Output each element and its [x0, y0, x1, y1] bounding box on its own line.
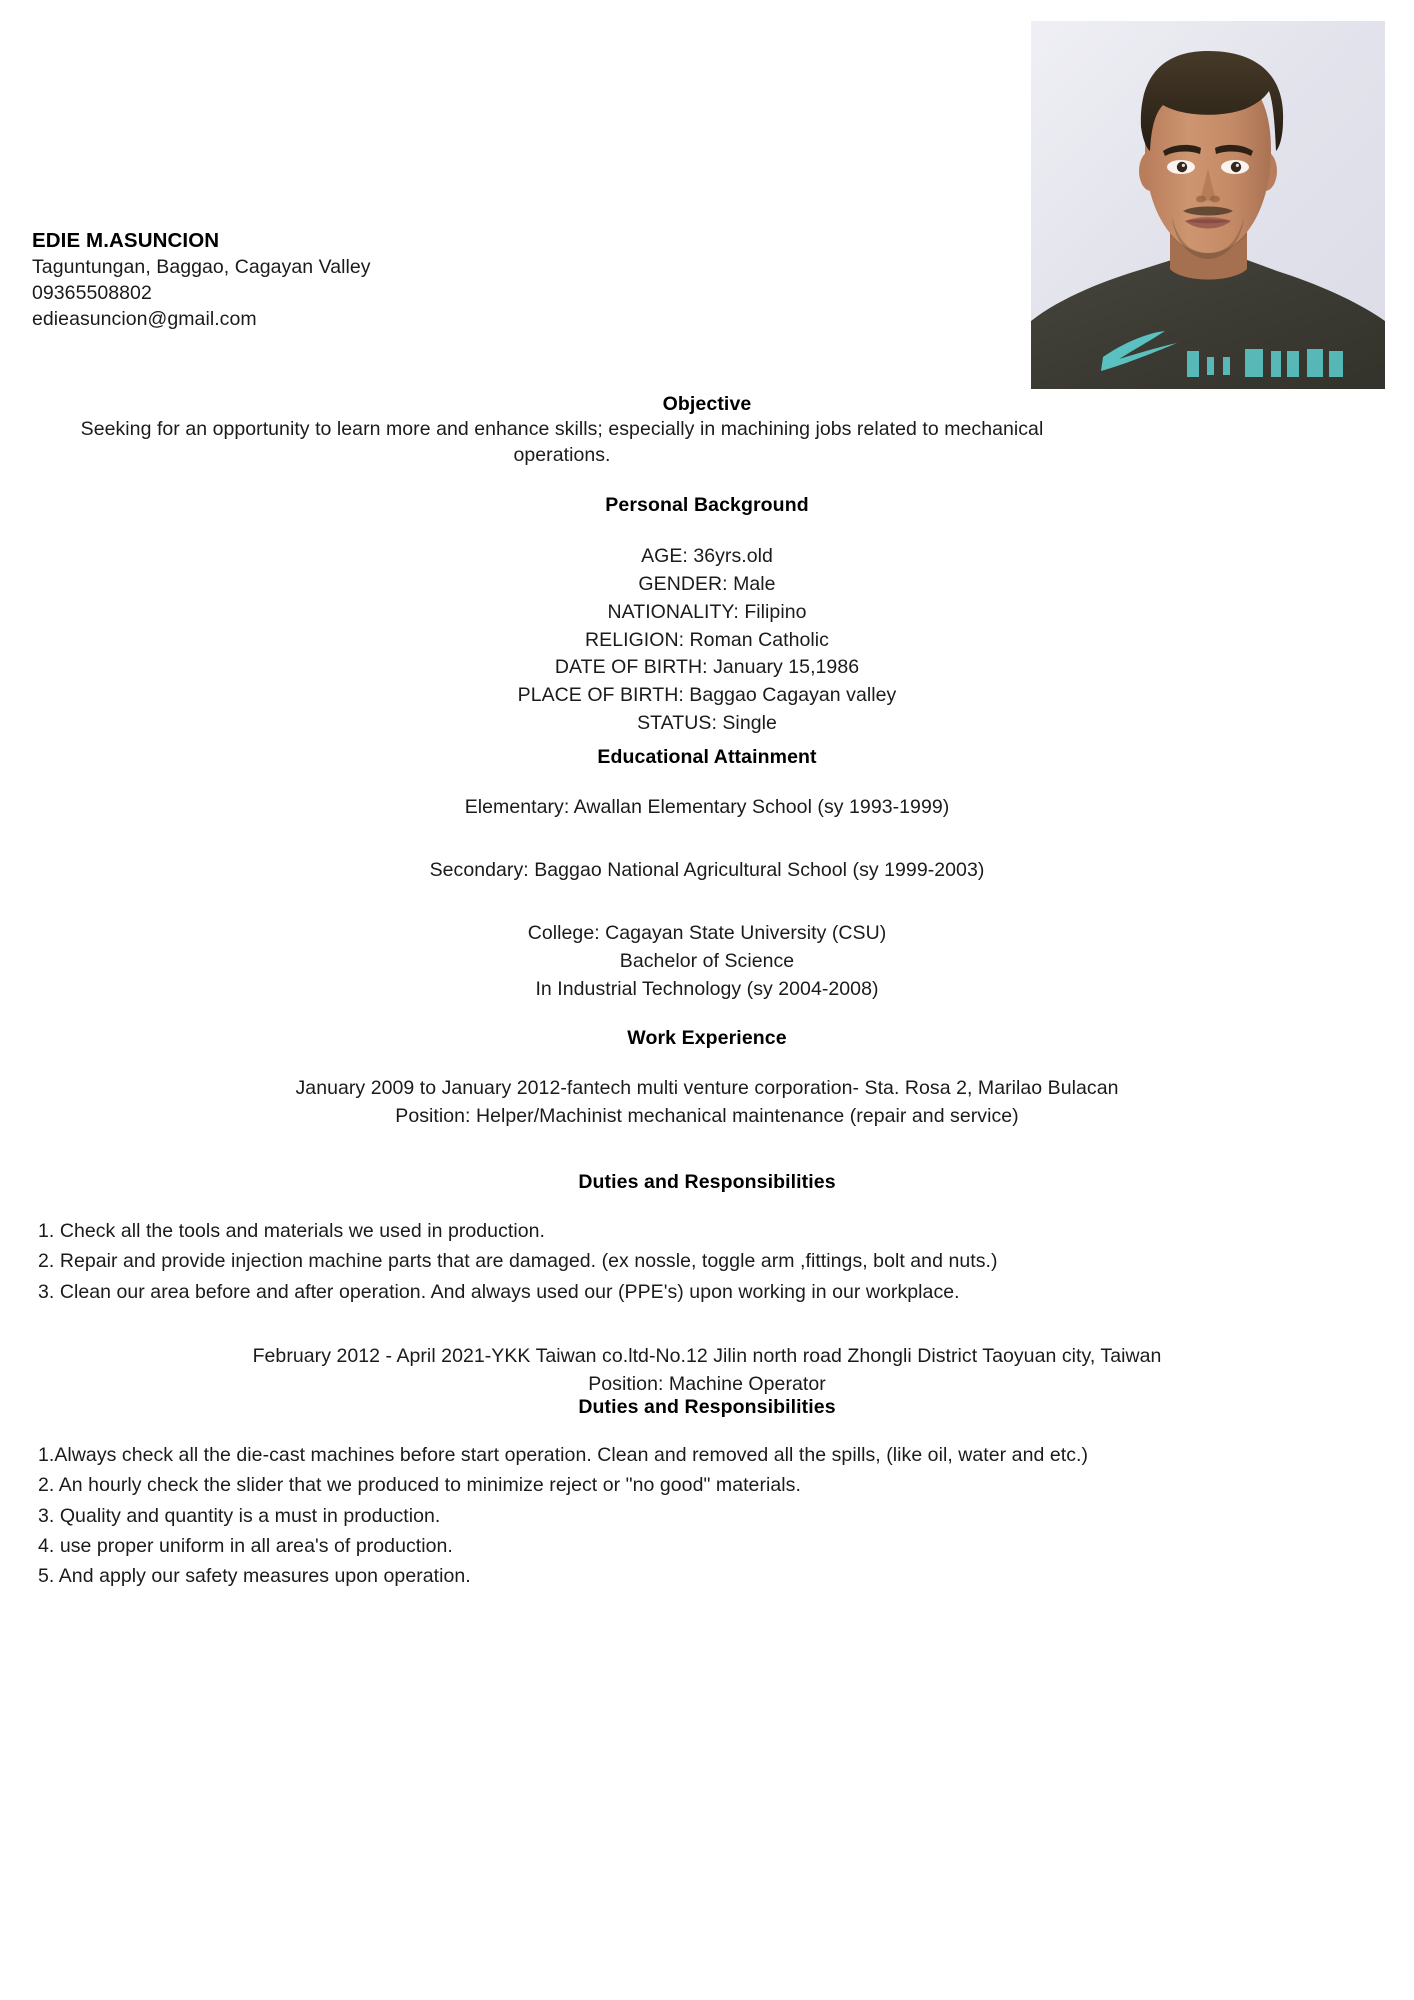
personal-item-status: STATUS: Single — [637, 712, 777, 735]
contact-header — [32, 228, 652, 333]
applicant-address: Taguntungan, Baggao, Cagayan Valley — [32, 256, 371, 279]
job-1-duties-heading: Duties and Responsibilities — [578, 1171, 836, 1193]
job-1-duty-item: 2. Repair and provide injection machine parts that are damaged. (ex nossle, toggle arm ,fittings, bolt and nuts.) — [38, 1250, 998, 1273]
work-experience-heading: Work Experience — [627, 1027, 787, 1049]
personal-item-gender: GENDER: Male — [638, 572, 776, 595]
applicant-photo — [1031, 21, 1385, 389]
job-2-duty-item: 3. Quality and quantity is a must in production. — [38, 1504, 441, 1527]
personal-item-age: AGE: 36yrs.old — [641, 545, 773, 567]
education-secondary — [0, 858, 1414, 883]
personal-item-nationality: NATIONALITY: Filipino — [607, 600, 807, 623]
objective-body: Seeking for an opportunity to learn more and enhance skills; especially in machining jobs related to mechanical operations. — [80, 418, 1044, 466]
work-experience-job-2 — [0, 1344, 1414, 1400]
education-elementary — [0, 795, 1414, 820]
education-heading: Educational Attainment — [597, 746, 817, 768]
job-2-duty-item: 1.Always check all the die-cast machines before start operation. Clean and removed all the spills, (like oil, water and etc.) — [38, 1444, 1089, 1466]
job-2-duty-item: 4. use proper uniform in all area's of production. — [38, 1535, 453, 1558]
job-1-position-line: Position: Helper/Machinist mechanical maintenance (repair and service) — [395, 1104, 1019, 1127]
personal-background-heading: Personal Background — [605, 494, 809, 516]
job-2-position-line: Position: Machine Operator — [588, 1372, 826, 1395]
job-1-company-line: January 2009 to January 2012-fantech multi venture corporation- Sta. Rosa 2, Marilao Bulacan — [295, 1077, 1119, 1099]
personal-background-list — [0, 544, 1414, 739]
objective-heading: Objective — [662, 393, 752, 415]
job-2-duty-item: 5. And apply our safety measures upon operation. — [38, 1565, 471, 1588]
job-1-duty-item: 3. Clean our area before and after operation. And always used our (PPE's) upon working in our workplace. — [38, 1280, 960, 1303]
job-2-company-line: February 2012 - April 2021-YKK Taiwan co.ltd-No.12 Jilin north road Zhongli District Taoyuan city, Taiwan — [252, 1345, 1162, 1367]
applicant-phone: 09365508802 — [32, 282, 152, 305]
applicant-name: EDIE M.ASUNCION — [32, 229, 220, 252]
personal-item-place-of-birth: PLACE OF BIRTH: Baggao Cagayan valley — [517, 684, 897, 707]
portrait-photo-graphic — [1031, 21, 1385, 389]
job-2-duty-item: 2. An hourly check the slider that we produced to minimize reject or "no good" materials. — [38, 1474, 801, 1497]
personal-item-religion: RELIGION: Roman Catholic — [585, 628, 829, 651]
education-secondary-text: Secondary: Baggao National Agricultural School (sy 1999-2003) — [429, 859, 985, 881]
personal-item-date-of-birth: DATE OF BIRTH: January 15,1986 — [554, 656, 860, 679]
job-2-duties-list — [38, 1443, 1408, 1595]
job-1-duty-item: 1. Check all the tools and materials we used in production. — [38, 1220, 545, 1242]
education-elementary-text: Elementary: Awallan Elementary School (sy 1993-1999) — [464, 796, 950, 818]
applicant-email: edieasuncion@gmail.com — [32, 308, 257, 331]
job-2-duties-heading: Duties and Responsibilities — [578, 1396, 836, 1418]
job-1-duties-list — [38, 1219, 1378, 1310]
education-college — [0, 921, 1414, 1005]
work-experience-job-1 — [0, 1076, 1414, 1132]
education-college-line-1: College: Cagayan State University (CSU) — [527, 922, 887, 944]
education-college-line-2: Bachelor of Science — [619, 949, 795, 972]
education-college-line-3: In Industrial Technology (sy 2004-2008) — [535, 977, 879, 1000]
